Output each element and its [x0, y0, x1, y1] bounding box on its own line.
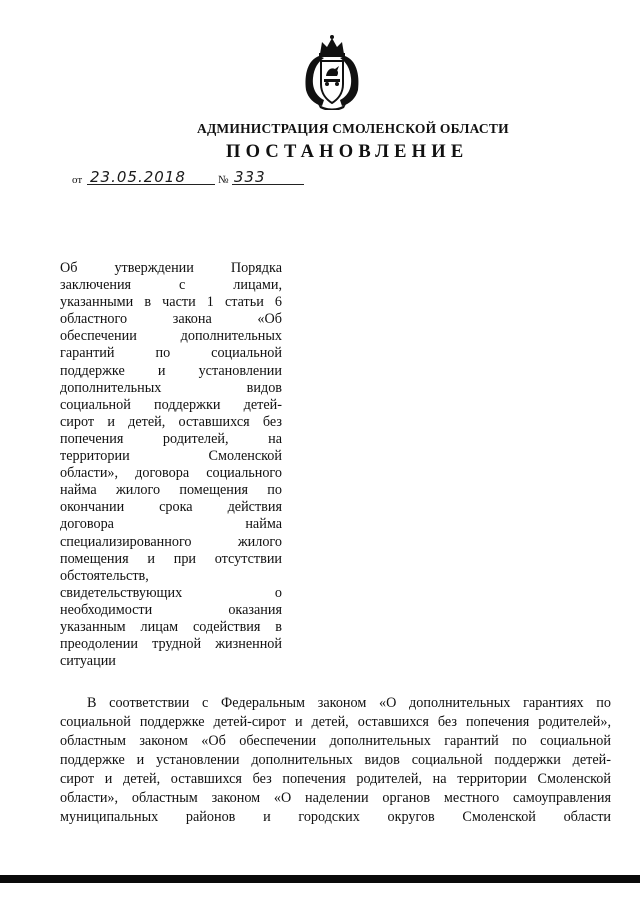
body-line: сирот и детей, оставшихся без попечения родителей, на территории Смоленской	[60, 771, 611, 787]
subject-line: окончании срока действия	[60, 499, 282, 516]
subject-line: свидетельствующих о	[60, 584, 282, 601]
subject-line: обстоятельств,	[60, 567, 149, 584]
body-line: области», областным законом «О наделении органов местного самоуправления	[60, 790, 611, 806]
subject-line: областного закона «Об	[60, 311, 282, 328]
subject-line: социальной поддержки детей-	[60, 396, 282, 413]
number-label: №	[218, 174, 229, 186]
subject-line: гарантий по социальной	[60, 345, 282, 362]
subject-line: Об утверждении Порядка	[60, 260, 282, 276]
subject-line: территории Смоленской	[60, 448, 282, 465]
subject-line: поддержке и установлении	[60, 362, 282, 379]
subject-line: помещения и при отсутствии	[60, 550, 282, 567]
subject-line: обеспечении дополнительных	[60, 328, 282, 345]
subject-line: дополнительных видов	[60, 379, 282, 396]
body-line: поддержке и установлении дополнительных видов социальной поддержки детей-	[60, 752, 611, 768]
subject-line: необходимости оказания	[60, 601, 282, 618]
subject-line: заключения с лицами,	[60, 277, 282, 294]
subject-line: указанными в части 1 статьи 6	[60, 294, 282, 311]
date-value: 23.05.2018	[90, 168, 186, 186]
body-line: В соответствии с Федеральным законом «О дополнительных гарантиях по	[87, 695, 611, 711]
body-paragraph	[60, 694, 611, 827]
subject-line: сирот и детей, оставшихся без	[60, 413, 282, 430]
date-number-line	[72, 168, 312, 190]
date-label: от	[72, 174, 83, 186]
subject-line: ситуации	[60, 653, 116, 670]
number-value: 333	[234, 168, 266, 186]
organization-title: АДМИНИСТРАЦИЯ СМОЛЕНСКОЙ ОБЛАСТИ	[197, 121, 509, 136]
subject-block	[60, 260, 282, 670]
subject-line: найма жилого помещения по	[60, 482, 282, 499]
subject-line: специализированного жилого	[60, 533, 282, 550]
body-line: муниципальных районов и городских округов Смоленской области	[60, 809, 611, 825]
subject-line: области», договора социального	[60, 465, 282, 482]
subject-line: попечения родителей, на	[60, 430, 282, 447]
page-bottom-border	[0, 875, 640, 883]
body-line: областным законом «Об обеспечении дополнительных гарантий по социальной	[60, 733, 611, 749]
subject-line: преодолении трудной жизненной	[60, 636, 282, 653]
coat-of-arms-emblem	[300, 34, 364, 110]
subject-line: указанным лицам содействия в	[60, 618, 282, 635]
document-type-title: ПОСТАНОВЛЕНИЕ	[226, 142, 469, 162]
subject-line: договора найма	[60, 516, 282, 533]
body-line: социальной поддержке детей-сирот и детей, оставшихся без попечения родителей»,	[60, 714, 611, 730]
